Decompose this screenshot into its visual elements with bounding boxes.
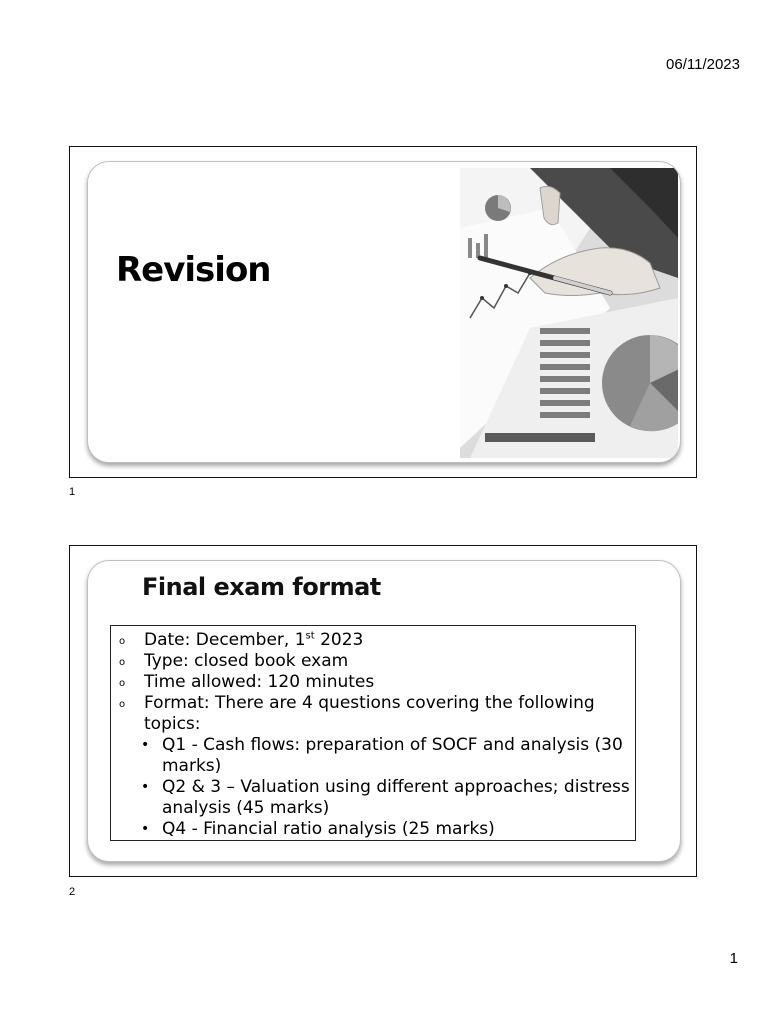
list-item: o Date: December, 1st 2023 bbox=[119, 630, 364, 650]
list-item: • Q1 - Cash flows: preparation of SOCF and analysis (30 marks) bbox=[141, 735, 623, 776]
dot-bullet-icon: • bbox=[141, 737, 150, 753]
exam-format-box bbox=[110, 625, 636, 841]
list-item: o Format: There are 4 questions covering the following topics: bbox=[119, 693, 595, 734]
circle-bullet-icon: o bbox=[119, 657, 126, 668]
exam-format-list bbox=[111, 626, 635, 840]
slide-2-title: Final exam format bbox=[142, 573, 381, 601]
circle-bullet-icon: o bbox=[119, 636, 126, 647]
dot-bullet-icon: • bbox=[141, 821, 150, 837]
page-number: 1 bbox=[729, 950, 738, 967]
slide-1 bbox=[69, 146, 697, 478]
dot-bullet-icon: • bbox=[141, 779, 150, 795]
circle-bullet-icon: o bbox=[119, 699, 126, 710]
circle-bullet-icon: o bbox=[119, 678, 126, 689]
list-item: • Q4 - Financial ratio analysis (25 marks) bbox=[141, 819, 495, 839]
list-item: o Type: closed book exam bbox=[119, 651, 349, 671]
slide-1-panel bbox=[87, 161, 681, 463]
list-item: • Q2 & 3 – Valuation using different approaches; distress analysis (45 marks) bbox=[141, 777, 630, 818]
slide-2-panel bbox=[87, 560, 681, 862]
header-date: 06/11/2023 bbox=[666, 56, 740, 73]
slide-2 bbox=[69, 545, 697, 877]
financial-charts-photo bbox=[460, 168, 678, 458]
slide-1-title: Revision bbox=[116, 250, 271, 290]
slide-2-number: 2 bbox=[69, 886, 76, 898]
list-item: o Time allowed: 120 minutes bbox=[119, 672, 375, 692]
slide-1-number: 1 bbox=[69, 486, 76, 498]
